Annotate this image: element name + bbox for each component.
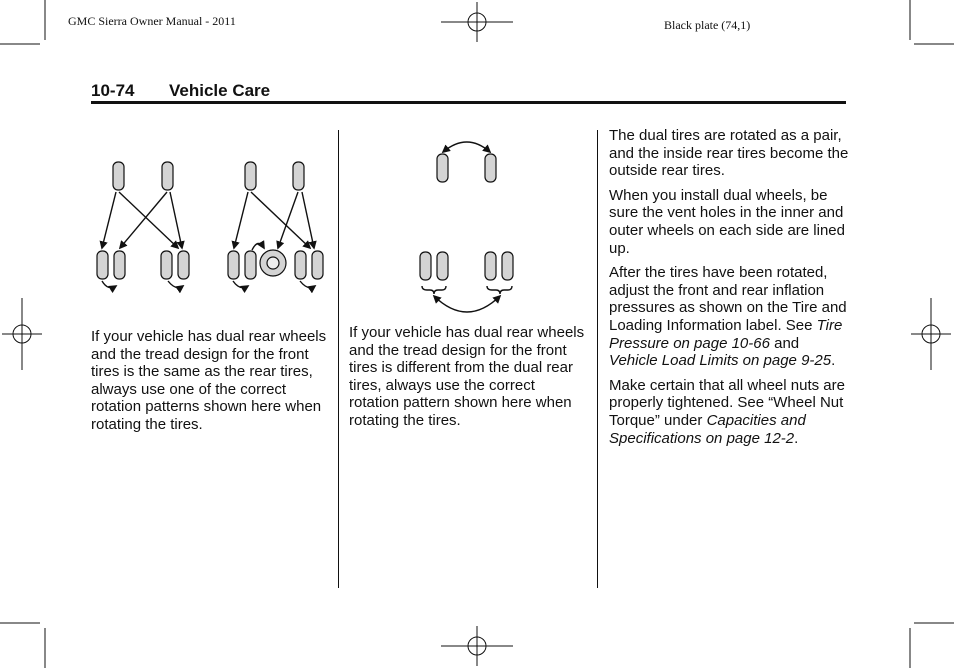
registration-target-right [911,298,951,370]
right-paragraph-1: The dual tires are rotated as a pair, and the inside rear tires become the outside rear tires. [609,127,849,180]
tire-rotation-same-tread-icon [92,150,332,300]
capacities-specifications-reference: Capacities and Specifications on page 12-2 [609,411,806,447]
header-rule [91,101,846,104]
left-paragraph: If your vehicle has dual rear wheels and the tread design for the front tires is the same as the rear tires, always use one of the correct rotation patterns shown here when rotating the tires. [91,328,327,433]
column-right [609,127,849,454]
page-number: 10-74 [91,81,135,100]
right-paragraph-3-text-b: and [769,334,800,352]
page-header [91,81,846,101]
registration-target-bottom [441,626,513,666]
middle-paragraph: If your vehicle has dual rear wheels and the tread design for the front tires is different from the dual rear tires, always use the correct rotation pattern shown here when rotating the tires. [349,324,585,429]
plate-label-left: GMC Sierra Owner Manual - 2011 [68,14,236,28]
right-paragraph-3 [609,264,849,370]
right-paragraph-2: When you install dual wheels, be sure the vent holes in the inner and outer wheels on each side are lined up. [609,186,845,257]
right-paragraph-4-text-a: Make certain that all wheel nuts are properly tightened. See “Wheel Nut Torque” under [609,376,845,429]
right-paragraph-4-text-b: . [794,429,799,447]
column-middle [349,324,585,437]
tire-rotation-different-tread-icon [412,136,522,316]
column-left [91,328,327,441]
section-title: Vehicle Care [169,81,271,100]
vehicle-load-limits-reference: Vehicle Load Limits on page 9-25 [609,352,832,370]
registration-target-left [2,298,42,370]
right-paragraph-3-text-a: After the tires have been rotated, adjust the front and rear inflation pressures as shown on the Tire and Loading Information label. See [609,264,847,334]
plate-label-right: Black plate (74,1) [664,18,751,32]
tire-pressure-reference: Tire Pressure on page 10-66 [609,316,843,352]
right-paragraph-3-text-c: . [831,352,836,370]
column-divider-2 [597,130,598,588]
column-divider-1 [338,130,339,588]
right-paragraph-4 [609,377,849,447]
registration-target-top [441,2,513,42]
